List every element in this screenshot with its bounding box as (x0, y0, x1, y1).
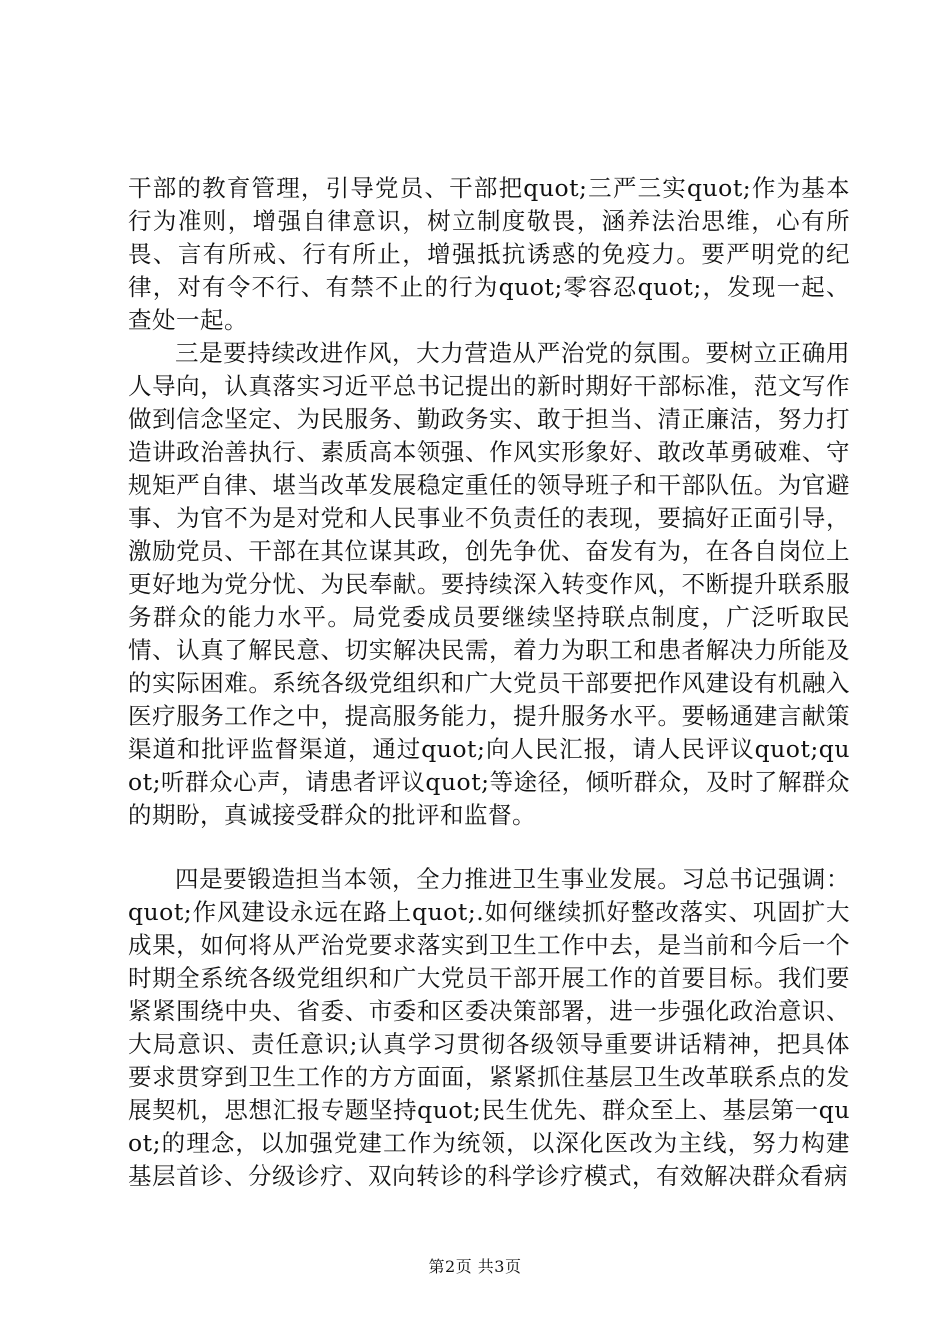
paragraph-point-four: 四是要锻造担当本领，全力推进卫生事业发展。习总书记强调：quot;作风建设永远在路上quot;.如何继续抓好整改落实、巩固扩大成果，如何将从严治党要求落实到卫生工作中去，是当前和今后一个时期全系统各级党组织和广大党员干部开展工作的首要目标。我们要紧紧围绕中央、省委、市委和区委决策部署，进一步强化政治意识、大局意识、责任意识;认真学习贯彻各级领导重要讲话精神，把具体要求贯穿到卫生工作的方方面面，紧紧抓住基层卫生改革联系点的发展契机，思想汇报专题坚持quot;民生优先、群众至上、基层第一quot;的理念，以加强党建工作为统领，以深化医改为主线，努力构建基层首诊、分级诊疗、双向转诊的科学诊疗模式，有效解决群众看病 (128, 865, 850, 1190)
paragraph-continuation: 干部的教育管理，引导党员、干部把quot;三严三实quot;作为基本行为准则，增强自律意识，树立制度敬畏，涵养法治思维，心有所畏、言有所戒、行有所止，增强抵抗诱惑的免疫力。要严明党的纪律，对有令不行、有禁不止的行为quot;零容忍quot;，发现一起、查处一起。 (128, 174, 850, 334)
paragraph-point-three: 三是要持续改进作风，大力营造从严治党的氛围。要树立正确用人导向，认真落实习近平总书记提出的新时期好干部标准，范文写作做到信念坚定、为民服务、勤政务实、敢于担当、清正廉洁，努力打造讲政治善执行、素质高本领强、作风实形象好、敢改革勇破难、守规矩严自律、堪当改革发展稳定重任的领导班子和干部队伍。为官避事、为官不为是对党和人民事业不负责任的表现，要搞好正面引导，激励党员、干部在其位谋其政，创先争优、奋发有为，在各自岗位上更好地为党分忧、为民奉献。要持续深入转变作风，不断提升联系服务群众的能力水平。局党委成员要继续坚持联点制度，广泛听取民情、认真了解民意、切实解决民需，着力为职工和患者解决力所能及的实际困难。系统各级党组织和广大党员干部要把作风建设有机融入医疗服务工作之中，提高服务能力，提升服务水平。要畅通建言献策渠道和批评监督渠道，通过quot;向人民汇报，请人民评议quot;quot;听群众心声，请患者评议quot;等途径，倾听群众，及时了解群众的期盼，真诚接受群众的批评和监督。 (128, 339, 850, 829)
page-number-footer: 第2页 共3页 (428, 1257, 522, 1276)
document-body (128, 172, 850, 1193)
paragraph-gap (128, 832, 850, 863)
